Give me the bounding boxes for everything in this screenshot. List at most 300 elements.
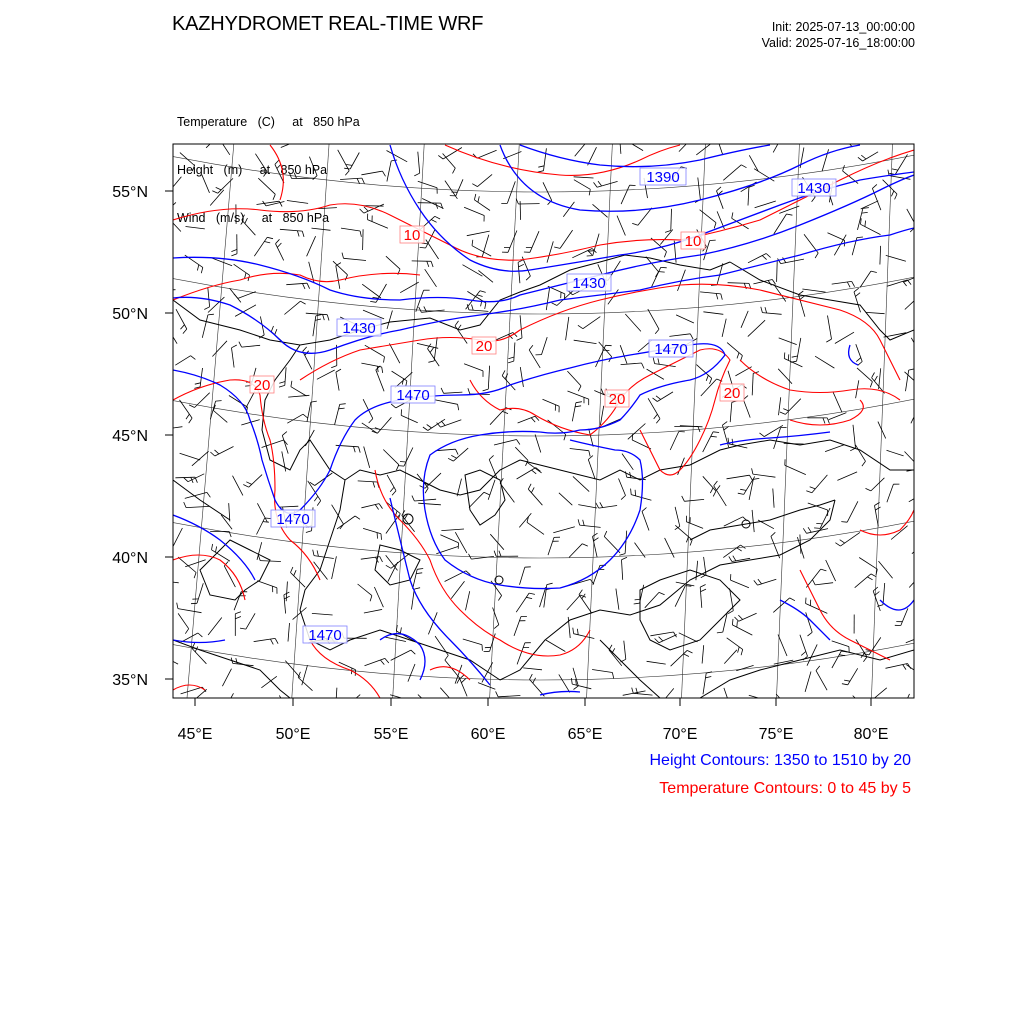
wind-barb-feather <box>578 325 583 328</box>
wind-barb-feather <box>810 487 816 489</box>
wind-barb <box>724 650 737 664</box>
wind-barb <box>425 269 437 287</box>
wind-barb-feather <box>330 709 336 711</box>
wind-barb <box>698 178 701 200</box>
wind-barb <box>879 561 893 578</box>
wind-barb <box>622 560 623 580</box>
wind-barb <box>478 683 495 690</box>
wind-barb <box>223 693 234 713</box>
wind-barb <box>176 309 187 329</box>
wind-barb-feather <box>642 508 647 512</box>
wind-barb <box>702 645 704 663</box>
wind-barb-feather <box>841 522 847 523</box>
wind-barb-feather <box>808 527 811 532</box>
wind-barb-feather <box>373 482 375 488</box>
wind-barb-feather <box>314 496 318 501</box>
wind-barb-feather <box>622 557 628 560</box>
wind-barb-feather <box>714 223 716 229</box>
wind-barb <box>280 229 302 231</box>
wind-barb-feather <box>564 435 566 441</box>
wind-barb-feather <box>926 216 931 218</box>
wind-barb <box>752 510 754 532</box>
wind-barb <box>696 143 712 155</box>
wind-barb <box>764 425 783 436</box>
svg-text:1470: 1470 <box>654 341 688 358</box>
wind-barb-feather <box>573 628 574 634</box>
wind-barb-feather <box>340 404 346 405</box>
wind-barb-feather <box>265 518 271 519</box>
wind-barb <box>238 292 256 299</box>
wind-barb <box>212 341 227 357</box>
wind-barb <box>625 314 641 331</box>
wind-barb-feather <box>204 307 209 310</box>
wind-barb <box>574 177 594 178</box>
wind-barb-feather <box>380 660 384 665</box>
wind-barb-feather <box>721 294 723 300</box>
wind-barb-feather <box>903 665 906 670</box>
wind-barb-feather <box>166 321 170 326</box>
wind-barb-feather <box>706 375 708 381</box>
wind-barb <box>910 216 926 232</box>
wind-barb <box>833 392 842 413</box>
wind-barb <box>703 476 716 491</box>
wind-barb-feather <box>738 647 740 653</box>
wind-barb-feather <box>194 573 196 579</box>
wind-barb <box>202 315 208 338</box>
wind-barb-feather <box>344 701 349 704</box>
wind-barb-feather <box>823 418 825 424</box>
wind-barb <box>604 537 620 553</box>
wind-barb <box>215 447 234 457</box>
wind-barb <box>553 527 575 533</box>
wind-barb-feather <box>888 170 889 176</box>
lon-label: 50°E <box>275 726 311 743</box>
wind-barb-feather <box>217 712 223 713</box>
wind-barb-feather <box>526 276 530 280</box>
wind-barb <box>857 368 872 382</box>
wind-barb-feather <box>582 544 588 546</box>
wind-barb <box>467 231 490 236</box>
wind-barb-feather <box>342 253 344 259</box>
wind-barb <box>181 687 203 694</box>
wind-barb-feather <box>212 544 213 550</box>
wind-barb <box>617 216 625 236</box>
wind-barb <box>302 665 308 685</box>
wind-barb-feather <box>489 455 493 459</box>
wind-barb <box>700 292 721 294</box>
wind-barb <box>530 679 545 696</box>
wind-barb-feather <box>168 213 171 218</box>
wind-barb-feather <box>926 541 931 544</box>
wind-barb <box>847 501 858 522</box>
wind-barb-feather <box>871 271 877 272</box>
wind-barb <box>574 340 597 343</box>
wind-barb <box>559 674 570 692</box>
wind-barbs <box>154 129 932 715</box>
wind-barb <box>408 664 415 682</box>
wind-barb <box>853 425 856 448</box>
wind-barb <box>858 208 863 230</box>
wind-barb <box>422 199 443 209</box>
wind-barb-feather <box>922 468 925 473</box>
wind-barb <box>178 557 196 572</box>
wind-barb <box>806 612 813 632</box>
wind-barb-feather <box>154 285 156 291</box>
wind-barb-feather <box>588 251 594 252</box>
wind-barb-feather <box>414 588 420 589</box>
wind-barb <box>463 265 483 277</box>
wind-barb <box>887 484 894 502</box>
wind-barb <box>679 633 698 642</box>
wind-barb-feather <box>842 684 848 685</box>
wind-barb-feather <box>323 314 325 320</box>
wind-barb <box>160 581 178 583</box>
wind-barb-feather <box>632 434 633 440</box>
wind-barb-feather <box>620 136 625 139</box>
wind-barb-feather <box>364 207 368 211</box>
field-height: Height (m) at 850 hPa <box>177 163 328 177</box>
wind-barb-feather <box>222 133 227 136</box>
svg-text:10: 10 <box>403 227 421 244</box>
wind-barb <box>242 220 256 235</box>
wind-barb-feather <box>431 220 436 223</box>
wind-barb-feather <box>189 418 192 423</box>
wind-barb <box>516 593 529 612</box>
wind-barb-feather <box>297 231 299 237</box>
wind-barb-feather <box>659 637 663 641</box>
wind-barb <box>832 651 841 668</box>
wind-barb <box>514 617 521 636</box>
height-label <box>640 168 686 186</box>
wind-barb-feather <box>783 409 789 411</box>
wind-barb-feather <box>589 451 590 457</box>
temperature-label <box>400 226 424 244</box>
wind-barb <box>902 694 910 711</box>
wind-barb-feather <box>861 155 866 159</box>
wind-barb-feather <box>239 342 242 347</box>
wind-barb-feather <box>382 171 385 176</box>
wind-barb-feather <box>596 503 599 508</box>
wind-barb-feather <box>201 267 203 273</box>
wind-barb <box>647 369 664 379</box>
wind-barb <box>434 337 437 361</box>
wind-barb-feather <box>923 573 929 575</box>
wind-barb <box>652 267 661 286</box>
wind-barb <box>880 246 881 265</box>
wind-barb-feather <box>659 592 665 594</box>
wind-barb-feather <box>472 184 477 187</box>
wind-barb <box>906 665 923 677</box>
wind-barb-feather <box>273 194 275 200</box>
wind-barb-feather <box>658 358 659 364</box>
wind-barb <box>520 567 525 585</box>
svg-text:10: 10 <box>684 233 702 250</box>
wind-barb-feather <box>840 540 845 543</box>
wind-barb-feather <box>412 496 415 501</box>
wind-barb <box>828 233 845 241</box>
wind-barb <box>812 475 828 493</box>
wind-barb <box>714 486 727 506</box>
wind-barb <box>543 399 560 406</box>
wind-barb <box>909 492 926 502</box>
wind-barb-feather <box>729 556 732 561</box>
wind-barb-feather <box>216 546 217 552</box>
wind-barb <box>358 481 378 482</box>
wind-barb <box>808 503 828 510</box>
wind-barb-feather <box>738 615 742 619</box>
svg-text:1470: 1470 <box>276 511 310 528</box>
svg-text:1470: 1470 <box>396 387 430 404</box>
svg-text:20: 20 <box>253 377 271 394</box>
wind-barb <box>732 625 752 635</box>
wind-barb-feather <box>478 196 479 202</box>
wind-barb-feather <box>235 612 241 614</box>
wind-barb <box>494 440 517 446</box>
wind-barb <box>907 209 918 229</box>
wind-barb <box>822 149 829 171</box>
wind-barb-feather <box>872 373 875 378</box>
wind-barb-feather <box>468 388 470 394</box>
wind-barb <box>178 613 189 628</box>
wind-barb-feather <box>790 598 795 601</box>
wind-barb <box>546 288 549 310</box>
wind-barb-feather <box>863 657 867 662</box>
wind-barb-feather <box>235 617 241 619</box>
wind-barb-feather <box>427 261 429 267</box>
wind-barb-feather <box>684 654 689 657</box>
wind-barb-feather <box>428 361 434 362</box>
wind-barb <box>192 649 206 664</box>
height-label <box>337 319 381 337</box>
temperature-label <box>681 232 705 250</box>
wind-barb <box>383 450 399 465</box>
wind-barb <box>855 574 871 588</box>
wind-barb <box>730 402 732 422</box>
wind-barb <box>441 529 464 531</box>
svg-text:1430: 1430 <box>342 320 376 337</box>
lon-label: 65°E <box>567 726 603 743</box>
wind-barb-feather <box>531 487 534 492</box>
wind-barb-feather <box>740 489 746 490</box>
wind-barb-feather <box>714 481 718 486</box>
wind-barb-feather <box>857 237 863 238</box>
wind-barb-feather <box>219 708 225 709</box>
wind-barb <box>181 633 198 642</box>
wind-barb <box>887 450 904 456</box>
wind-barb <box>727 475 750 479</box>
wind-barb <box>220 139 230 154</box>
wind-barb <box>307 236 316 256</box>
wind-barb <box>257 581 277 588</box>
wind-barb <box>368 220 388 229</box>
wind-barb-feather <box>767 701 768 707</box>
wind-barb <box>905 452 918 466</box>
wind-barb-feather <box>302 231 304 237</box>
height-label <box>792 179 836 197</box>
wind-barb-feather <box>192 166 194 172</box>
wind-barb <box>785 399 800 415</box>
wind-barb <box>527 522 544 534</box>
lon-label: 60°E <box>470 726 506 743</box>
wind-barb <box>861 224 881 234</box>
wind-barb <box>361 171 382 175</box>
wind-barb <box>477 150 497 158</box>
wind-barb <box>642 511 649 530</box>
temperature-contour-labels <box>250 226 744 408</box>
wind-barb <box>907 467 927 471</box>
wind-barb-feather <box>400 627 401 633</box>
wind-barb-feather <box>474 194 475 200</box>
wind-barb <box>282 451 286 471</box>
wind-barb-feather <box>826 339 831 342</box>
wind-barb <box>671 650 688 666</box>
height-label <box>567 274 611 292</box>
wind-barb <box>560 230 573 248</box>
wind-barb <box>901 608 908 625</box>
wind-barb <box>779 338 797 345</box>
wind-barb-feather <box>801 652 806 656</box>
svg-text:20: 20 <box>475 338 493 355</box>
wind-barb-feather <box>861 706 863 712</box>
wind-barb <box>444 392 463 393</box>
wind-barb-feather <box>494 551 496 557</box>
wind-barb-feather <box>210 452 214 456</box>
wind-barb-feather <box>303 284 306 289</box>
wind-barb <box>315 473 333 486</box>
wind-barb-feather <box>502 370 505 375</box>
wind-barb <box>298 678 312 691</box>
wind-barb-feather <box>717 134 722 138</box>
wind-barb-feather <box>812 197 816 202</box>
wind-barb <box>418 181 437 188</box>
wind-barb <box>286 283 307 285</box>
wind-barb <box>609 650 622 666</box>
wind-barb <box>233 476 243 496</box>
wind-barb <box>546 640 566 652</box>
wind-barb <box>173 528 183 547</box>
wind-barb <box>161 655 179 664</box>
wind-barb <box>170 177 182 191</box>
wind-barb-feather <box>735 617 739 621</box>
wind-barb <box>741 311 748 328</box>
wind-barb-feather <box>508 357 514 359</box>
wind-barb-feather <box>458 404 459 410</box>
wind-barb <box>848 668 858 685</box>
wind-barb <box>260 561 281 562</box>
latitude-labels <box>112 184 148 689</box>
wind-barb-feather <box>341 704 346 707</box>
wind-barb <box>647 661 666 664</box>
wind-barb-feather <box>593 533 598 536</box>
wind-barb-feather <box>212 191 218 194</box>
wind-barb-feather <box>185 629 188 634</box>
wind-barb-feather <box>864 709 867 715</box>
lon-label: 80°E <box>853 726 889 743</box>
wind-barb-feather <box>336 369 341 372</box>
wind-barb <box>703 673 706 694</box>
wind-barb <box>661 688 674 704</box>
wind-barb-feather <box>927 467 930 472</box>
wind-barb <box>185 560 205 567</box>
wind-barb-feather <box>519 264 524 267</box>
wind-barb-feather <box>665 231 671 233</box>
wind-barb <box>676 315 694 323</box>
wind-barb-feather <box>420 486 425 489</box>
wind-barb-feather <box>424 306 427 311</box>
wind-barb <box>443 148 462 160</box>
wind-barb-feather <box>197 265 198 271</box>
wind-barb-feather <box>277 243 281 247</box>
wind-barb-feather <box>600 502 603 507</box>
wind-barb-feather <box>870 382 872 388</box>
wind-barb <box>748 187 749 205</box>
wind-barb <box>358 584 372 596</box>
wind-barb <box>583 317 600 329</box>
wind-barb-feather <box>270 639 273 644</box>
wind-barb <box>529 350 540 368</box>
wind-barb-feather <box>453 168 456 173</box>
wind-barb <box>542 337 548 355</box>
wind-barb-feather <box>552 303 557 306</box>
wind-barb <box>621 363 642 365</box>
wind-barb-feather <box>258 555 260 561</box>
wind-barb-feather <box>195 383 201 384</box>
wind-barb-feather <box>425 488 428 493</box>
wind-barb <box>361 363 381 367</box>
wind-barb-feather <box>642 363 645 369</box>
wind-barb <box>755 201 776 208</box>
wind-barb <box>490 534 504 550</box>
map-frame <box>173 144 914 698</box>
wind-barb <box>346 695 360 707</box>
wind-barb-feather <box>891 191 894 197</box>
wind-barb <box>498 696 520 697</box>
wind-barb-feather <box>291 567 293 573</box>
wind-barb <box>350 153 359 170</box>
wind-barb-feather <box>375 505 378 510</box>
wind-barb <box>592 670 612 673</box>
wind-barb <box>863 152 879 161</box>
wind-barb <box>739 613 757 621</box>
wind-barb <box>517 643 525 665</box>
wind-barb <box>567 371 581 386</box>
wind-barb-feather <box>865 221 866 227</box>
wind-barb-feather <box>207 492 211 497</box>
wind-barb-feather <box>445 655 449 660</box>
wind-barb <box>404 448 413 467</box>
wind-barb-feather <box>724 702 729 706</box>
wind-barb-feather <box>632 223 638 225</box>
wind-barb-feather <box>508 361 514 363</box>
wind-barb <box>825 445 844 452</box>
wind-barb-feather <box>530 674 533 679</box>
wind-barb-feather <box>803 528 806 533</box>
wind-barb-feather <box>827 418 829 424</box>
wind-barb-feather <box>923 220 929 222</box>
wind-barb-feather <box>379 504 382 509</box>
wind-barb <box>363 229 364 250</box>
wind-barb-feather <box>612 673 613 679</box>
wind-barb-feather <box>690 334 693 339</box>
wind-barb-feather <box>391 404 396 408</box>
wind-barb <box>418 152 420 174</box>
wind-barb-feather <box>871 574 876 577</box>
wind-barb <box>387 161 391 182</box>
wind-barb <box>417 343 438 348</box>
wind-barb <box>386 256 400 269</box>
wind-barb <box>588 460 595 480</box>
wind-barb-feather <box>915 466 918 471</box>
